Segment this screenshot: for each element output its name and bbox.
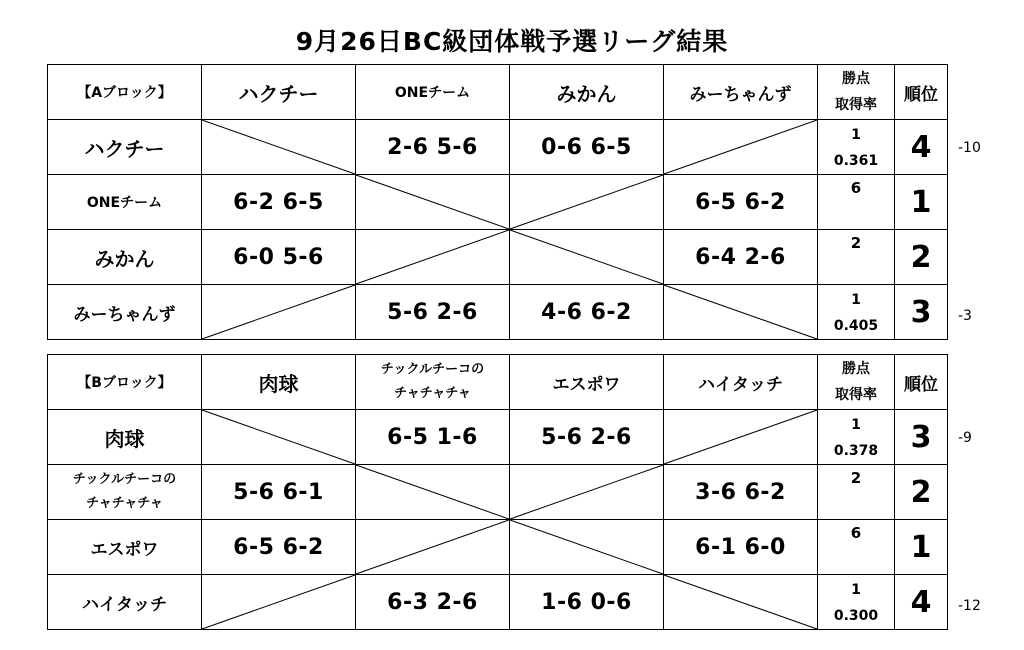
diagonal-line <box>356 520 509 574</box>
rank-cell: 4 <box>895 120 948 175</box>
points-cell <box>818 575 895 630</box>
empty-cell <box>510 465 664 520</box>
empty-cell <box>202 575 356 630</box>
empty-cell <box>510 175 664 230</box>
empty-cell <box>202 285 356 340</box>
table-row <box>48 285 948 340</box>
diagonal-line <box>202 575 355 629</box>
block-a-row-team-3: みかん <box>48 230 202 285</box>
rank-cell: 1 <box>895 520 948 575</box>
score-cell: 2-6 5-6 <box>356 120 510 175</box>
block-b-col-team-4: ハイタッチ <box>664 355 818 410</box>
diagonal-line <box>664 285 817 339</box>
block-b-col-team-2-line2: チャチャチャ <box>394 386 471 401</box>
block-b-row-team-2-line1: チックルチーコの <box>72 472 177 487</box>
rank-cell: 4 <box>895 575 948 630</box>
score-cell: 4-6 6-2 <box>510 285 664 340</box>
table-row <box>48 120 948 175</box>
diagonal-line <box>202 120 355 174</box>
table-row <box>48 230 948 285</box>
block-b-col-team-2-line1: チックルチーコの <box>380 362 485 377</box>
block-b-col-team-2 <box>356 355 510 410</box>
empty-cell <box>356 230 510 285</box>
block-a-rank-header: 順位 <box>895 65 948 120</box>
table-row <box>48 175 948 230</box>
block-b-rank-header: 順位 <box>895 355 948 410</box>
block-a-col-team-3: みかん <box>510 65 664 120</box>
block-a-col-team-2: ONEチーム <box>356 65 510 120</box>
block-b-header-row <box>48 355 948 410</box>
block-a-row-team-4: みーちゃんず <box>48 285 202 340</box>
rank-cell: 3 <box>895 410 948 465</box>
points-value: 1 <box>851 582 861 598</box>
diagonal-line <box>356 465 509 519</box>
points-value: 1 <box>851 417 861 433</box>
diagonal-line <box>664 410 817 464</box>
table-row <box>48 465 948 520</box>
diagonal-line <box>356 175 509 229</box>
block-a-row-team-2: ONEチーム <box>48 175 202 230</box>
block-b-table <box>47 354 948 630</box>
block-a-side-note-1: -10 <box>958 140 981 156</box>
points-cell <box>818 175 895 230</box>
score-cell: 5-6 6-1 <box>202 465 356 520</box>
block-b-side-note-1: -9 <box>958 430 972 446</box>
diagonal-line <box>356 230 509 284</box>
block-b-label: 【Bブロック】 <box>48 355 202 410</box>
points-cell <box>818 285 895 340</box>
score-cell: 6-3 2-6 <box>356 575 510 630</box>
score-cell: 6-1 6-0 <box>664 520 818 575</box>
block-a-label: 【Aブロック】 <box>48 65 202 120</box>
points-header-line2: 取得率 <box>835 387 877 403</box>
self-match-cell <box>356 175 510 230</box>
empty-cell <box>664 120 818 175</box>
empty-cell <box>664 410 818 465</box>
score-cell: 0-6 6-5 <box>510 120 664 175</box>
block-b-points-header <box>818 355 895 410</box>
win-rate-value: 0.300 <box>833 608 879 624</box>
points-cell <box>818 520 895 575</box>
win-rate-value: 0.405 <box>833 318 879 334</box>
diagonal-line <box>664 120 817 174</box>
score-cell: 5-6 2-6 <box>510 410 664 465</box>
block-b-row-team-2 <box>48 465 202 520</box>
block-b-side-note-4: -12 <box>958 598 981 614</box>
points-value: 2 <box>850 234 862 252</box>
win-rate-value: 0.378 <box>833 443 879 459</box>
score-cell: 5-6 2-6 <box>356 285 510 340</box>
rank-cell: 1 <box>895 175 948 230</box>
score-cell: 1-6 0-6 <box>510 575 664 630</box>
points-cell <box>818 465 895 520</box>
self-match-cell <box>664 285 818 340</box>
block-a-header-row <box>48 65 948 120</box>
self-match-cell <box>510 520 664 575</box>
diagonal-line <box>510 520 663 574</box>
self-match-cell <box>510 230 664 285</box>
page-title: 9月26日BC級団体戦予選リーグ結果 <box>295 27 729 56</box>
empty-cell <box>356 520 510 575</box>
win-rate-value: 0.361 <box>833 153 879 169</box>
points-cell <box>818 120 895 175</box>
self-match-cell <box>356 465 510 520</box>
table-row <box>48 575 948 630</box>
block-b-col-team-1: 肉球 <box>202 355 356 410</box>
diagonal-line <box>202 285 355 339</box>
score-cell: 6-4 2-6 <box>664 230 818 285</box>
points-cell <box>818 230 895 285</box>
score-cell: 3-6 6-2 <box>664 465 818 520</box>
block-b-row-team-1: 肉球 <box>48 410 202 465</box>
block-a-table <box>47 64 948 340</box>
rank-cell: 2 <box>895 230 948 285</box>
block-a-points-header <box>818 65 895 120</box>
points-value: 6 <box>850 524 862 542</box>
points-value: 1 <box>851 127 861 143</box>
score-cell: 6-5 6-2 <box>202 520 356 575</box>
points-header-line1: 勝点 <box>842 71 870 87</box>
diagonal-line <box>510 175 663 229</box>
points-header-line1: 勝点 <box>842 361 870 377</box>
self-match-cell <box>202 120 356 175</box>
table-row <box>48 410 948 465</box>
points-value: 2 <box>850 469 862 487</box>
score-cell: 6-0 5-6 <box>202 230 356 285</box>
diagonal-line <box>510 465 663 519</box>
score-cell: 6-2 6-5 <box>202 175 356 230</box>
points-header-line2: 取得率 <box>835 97 877 113</box>
diagonal-line <box>202 410 355 464</box>
rank-cell: 2 <box>895 465 948 520</box>
block-a-col-team-4: みーちゃんず <box>664 65 818 120</box>
block-b-row-team-4: ハイタッチ <box>48 575 202 630</box>
block-a-col-team-1: ハクチー <box>202 65 356 120</box>
self-match-cell <box>202 410 356 465</box>
rank-cell: 3 <box>895 285 948 340</box>
block-a-side-note-4: -3 <box>958 308 972 324</box>
points-cell <box>818 410 895 465</box>
block-b-row-team-3: エスポワ <box>48 520 202 575</box>
diagonal-line <box>664 575 817 629</box>
block-b-row-team-2-line2: チャチャチャ <box>86 496 163 511</box>
block-b-col-team-3: エスポワ <box>510 355 664 410</box>
block-a-row-team-1: ハクチー <box>48 120 202 175</box>
points-value: 1 <box>851 292 861 308</box>
self-match-cell <box>664 575 818 630</box>
points-value: 6 <box>850 179 862 197</box>
score-cell: 6-5 1-6 <box>356 410 510 465</box>
diagonal-line <box>510 230 663 284</box>
score-cell: 6-5 6-2 <box>664 175 818 230</box>
table-row <box>48 520 948 575</box>
